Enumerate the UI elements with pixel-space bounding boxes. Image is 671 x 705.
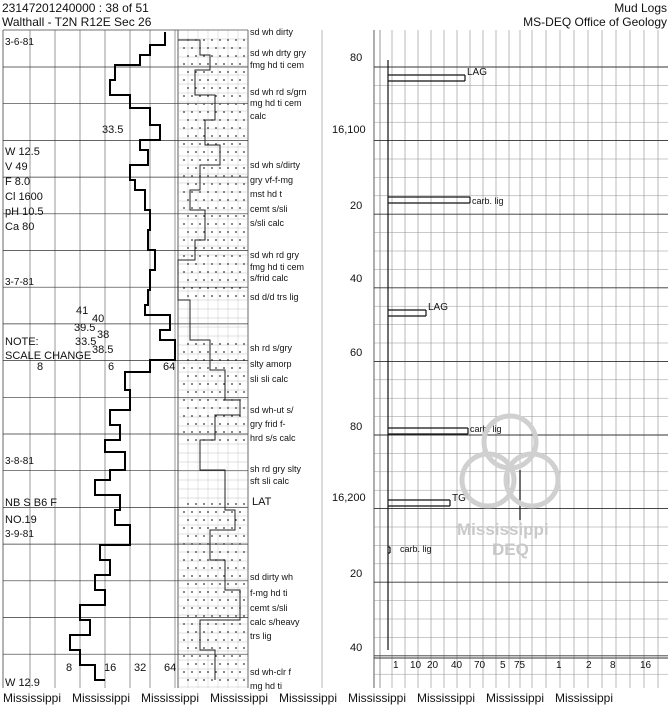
gas-scale-tick: 60 — [350, 347, 363, 359]
lithology-text: sd wh dirty — [250, 27, 294, 37]
watermark-text: Mississippi — [457, 520, 549, 539]
gas-scale-tick: 40 — [350, 642, 363, 654]
gas-event-label: carb. lig — [400, 544, 432, 554]
rop-note: 39.5 — [74, 322, 96, 334]
gas-scale-bottom: 16 — [640, 660, 652, 671]
rop-scale-tick: 16 — [104, 662, 117, 674]
lithology-text: sd wh rd s/grn — [250, 87, 307, 97]
rop-note: 38.5 — [92, 344, 114, 356]
lithology-text: fmg hd ti cem — [250, 60, 305, 70]
gas-scale-bottom: 20 — [427, 660, 439, 671]
lithology-text: sd d/d trs lig — [250, 292, 299, 302]
lithology-text: gry frid f- — [250, 419, 286, 429]
lithology-text: sd dirty wh — [250, 572, 294, 582]
gas-scale-bottom: 8 — [610, 660, 616, 671]
date-label: 3-6-81 — [5, 37, 34, 48]
scale-change-label: SCALE CHANGE — [5, 350, 92, 362]
gas-event-label: carb. lig — [470, 424, 502, 434]
gas-scale-bottom: 75 — [514, 660, 526, 671]
watermark-text: DEQ — [492, 540, 529, 559]
footer-text: Mississippi — [348, 691, 407, 705]
rop-scale-tick: 8 — [37, 361, 44, 373]
lithology-text: mst hd t — [250, 189, 283, 199]
date-label: 3-8-81 — [5, 456, 34, 467]
gas-scale-bottom: 5 — [500, 660, 506, 671]
gas-scale-tick: 40 — [350, 273, 363, 285]
lithology-text: sd wh s/dirty — [250, 160, 301, 170]
mud-prop-filtrate: F 8.0 — [5, 176, 31, 188]
lithology-text: mg hd ti cem — [250, 98, 302, 108]
lithology-text: sh rd gry slty — [250, 464, 302, 474]
rop-note: 33.5 — [102, 124, 124, 136]
document-type: Mud Logs — [614, 1, 667, 15]
agency-name: MS-DEQ Office of Geology — [523, 15, 667, 29]
footer-text: Mississippi — [417, 691, 476, 705]
rop-note: 40 — [92, 313, 105, 325]
mud-prop-weight: W 12.9 — [5, 677, 40, 689]
lithology-text: hrd s/s calc — [250, 433, 296, 443]
lithology-text: calc — [250, 111, 267, 121]
lithology-text: LAT — [252, 496, 272, 508]
lithology-text: sh rd s/gry — [250, 343, 293, 353]
rop-scale-tick: 6 — [108, 361, 115, 373]
lithology-text: sd wh-ut s/ — [250, 405, 294, 415]
rop-note: 41 — [76, 305, 89, 317]
gas-event-label: LAG — [467, 67, 488, 78]
note-label: NOTE: — [5, 336, 39, 348]
date-label: 3-9-81 — [5, 529, 34, 540]
lithology-text: sd wh drty gry — [250, 48, 307, 58]
footer-text: Mississippi — [279, 691, 338, 705]
gas-scale-tick: 20 — [350, 200, 363, 212]
lithology-text: s/sli calc — [250, 218, 285, 228]
footer-text: Mississippi — [141, 691, 200, 705]
footer-text: Mississippi — [210, 691, 269, 705]
lithology-text: sd wh-clr f — [250, 667, 292, 677]
gas-scale-bottom: 2 — [586, 660, 592, 671]
deq-logo-watermark — [455, 408, 565, 518]
gas-event-label: LAG — [428, 302, 449, 313]
lithology-text: trs lig — [250, 631, 272, 641]
date-label: 3-7-81 — [5, 277, 34, 288]
lithology-text: slty amorp — [250, 359, 292, 369]
mud-prop-weight: W 12.5 — [5, 146, 40, 158]
gas-scale-bottom: 40 — [451, 660, 463, 671]
lithology-text: mg hd ti — [250, 681, 283, 691]
lithology-text: sft sli calc — [250, 476, 290, 486]
gas-scale-tick: 20 — [350, 568, 363, 580]
gas-event-label: TG — [452, 493, 466, 504]
gas-scale-tick: 80 — [350, 52, 363, 64]
footer-text: Mississippi — [3, 691, 62, 705]
record-id: 23147201240000 : 38 of 51 — [2, 1, 149, 15]
bit-note: NB S B6 F — [5, 497, 57, 509]
rop-scale-tick: 8 — [66, 662, 73, 674]
sandstone-pattern — [183, 39, 245, 681]
mud-prop-calcium: Ca 80 — [5, 221, 35, 233]
lithology-text: sd wh rd gry — [250, 250, 300, 260]
mud-prop-ph: pH 10.5 — [5, 206, 44, 218]
gas-scale-tick: 80 — [350, 421, 363, 433]
bit-number: NO.19 — [5, 514, 37, 526]
mud-prop-viscosity: V 49 — [5, 161, 28, 173]
depth-marker: 16,100 — [332, 124, 366, 136]
lithology-text: fmg hd ti cem — [250, 262, 305, 272]
lithology-text: cemt s/sli — [250, 603, 288, 613]
lithology-text: f-mg hd ti — [250, 588, 288, 598]
rop-note: 38 — [97, 329, 110, 341]
gas-scale-bottom: 1 — [556, 660, 562, 671]
lithology-text: s/frid calc — [250, 273, 289, 283]
rop-note: 33.5 — [75, 336, 97, 348]
gas-scale-bottom: 10 — [410, 660, 422, 671]
well-location: Walthall - T2N R12E Sec 26 — [2, 15, 152, 29]
footer-text: Mississippi — [555, 691, 614, 705]
rop-scale-tick: 32 — [134, 662, 147, 674]
footer-text: Mississippi — [486, 691, 545, 705]
rop-scale-tick: 64 — [164, 662, 177, 674]
footer-text: Mississippi — [72, 691, 131, 705]
lithology-text: cemt s/sli — [250, 204, 288, 214]
gas-scale-bottom: 70 — [474, 660, 486, 671]
lithology-text: gry vf-f-mg — [250, 175, 294, 185]
lithology-text: sli sli calc — [250, 374, 289, 384]
mud-prop-chloride: Cl 1600 — [5, 191, 43, 203]
gas-event-label: carb. lig — [472, 196, 504, 206]
depth-marker: 16,200 — [332, 492, 366, 504]
rop-scale-tick: 64 — [163, 361, 176, 373]
lithology-text: calc s/heavy — [250, 617, 300, 627]
gas-scale-bottom: 1 — [393, 660, 399, 671]
